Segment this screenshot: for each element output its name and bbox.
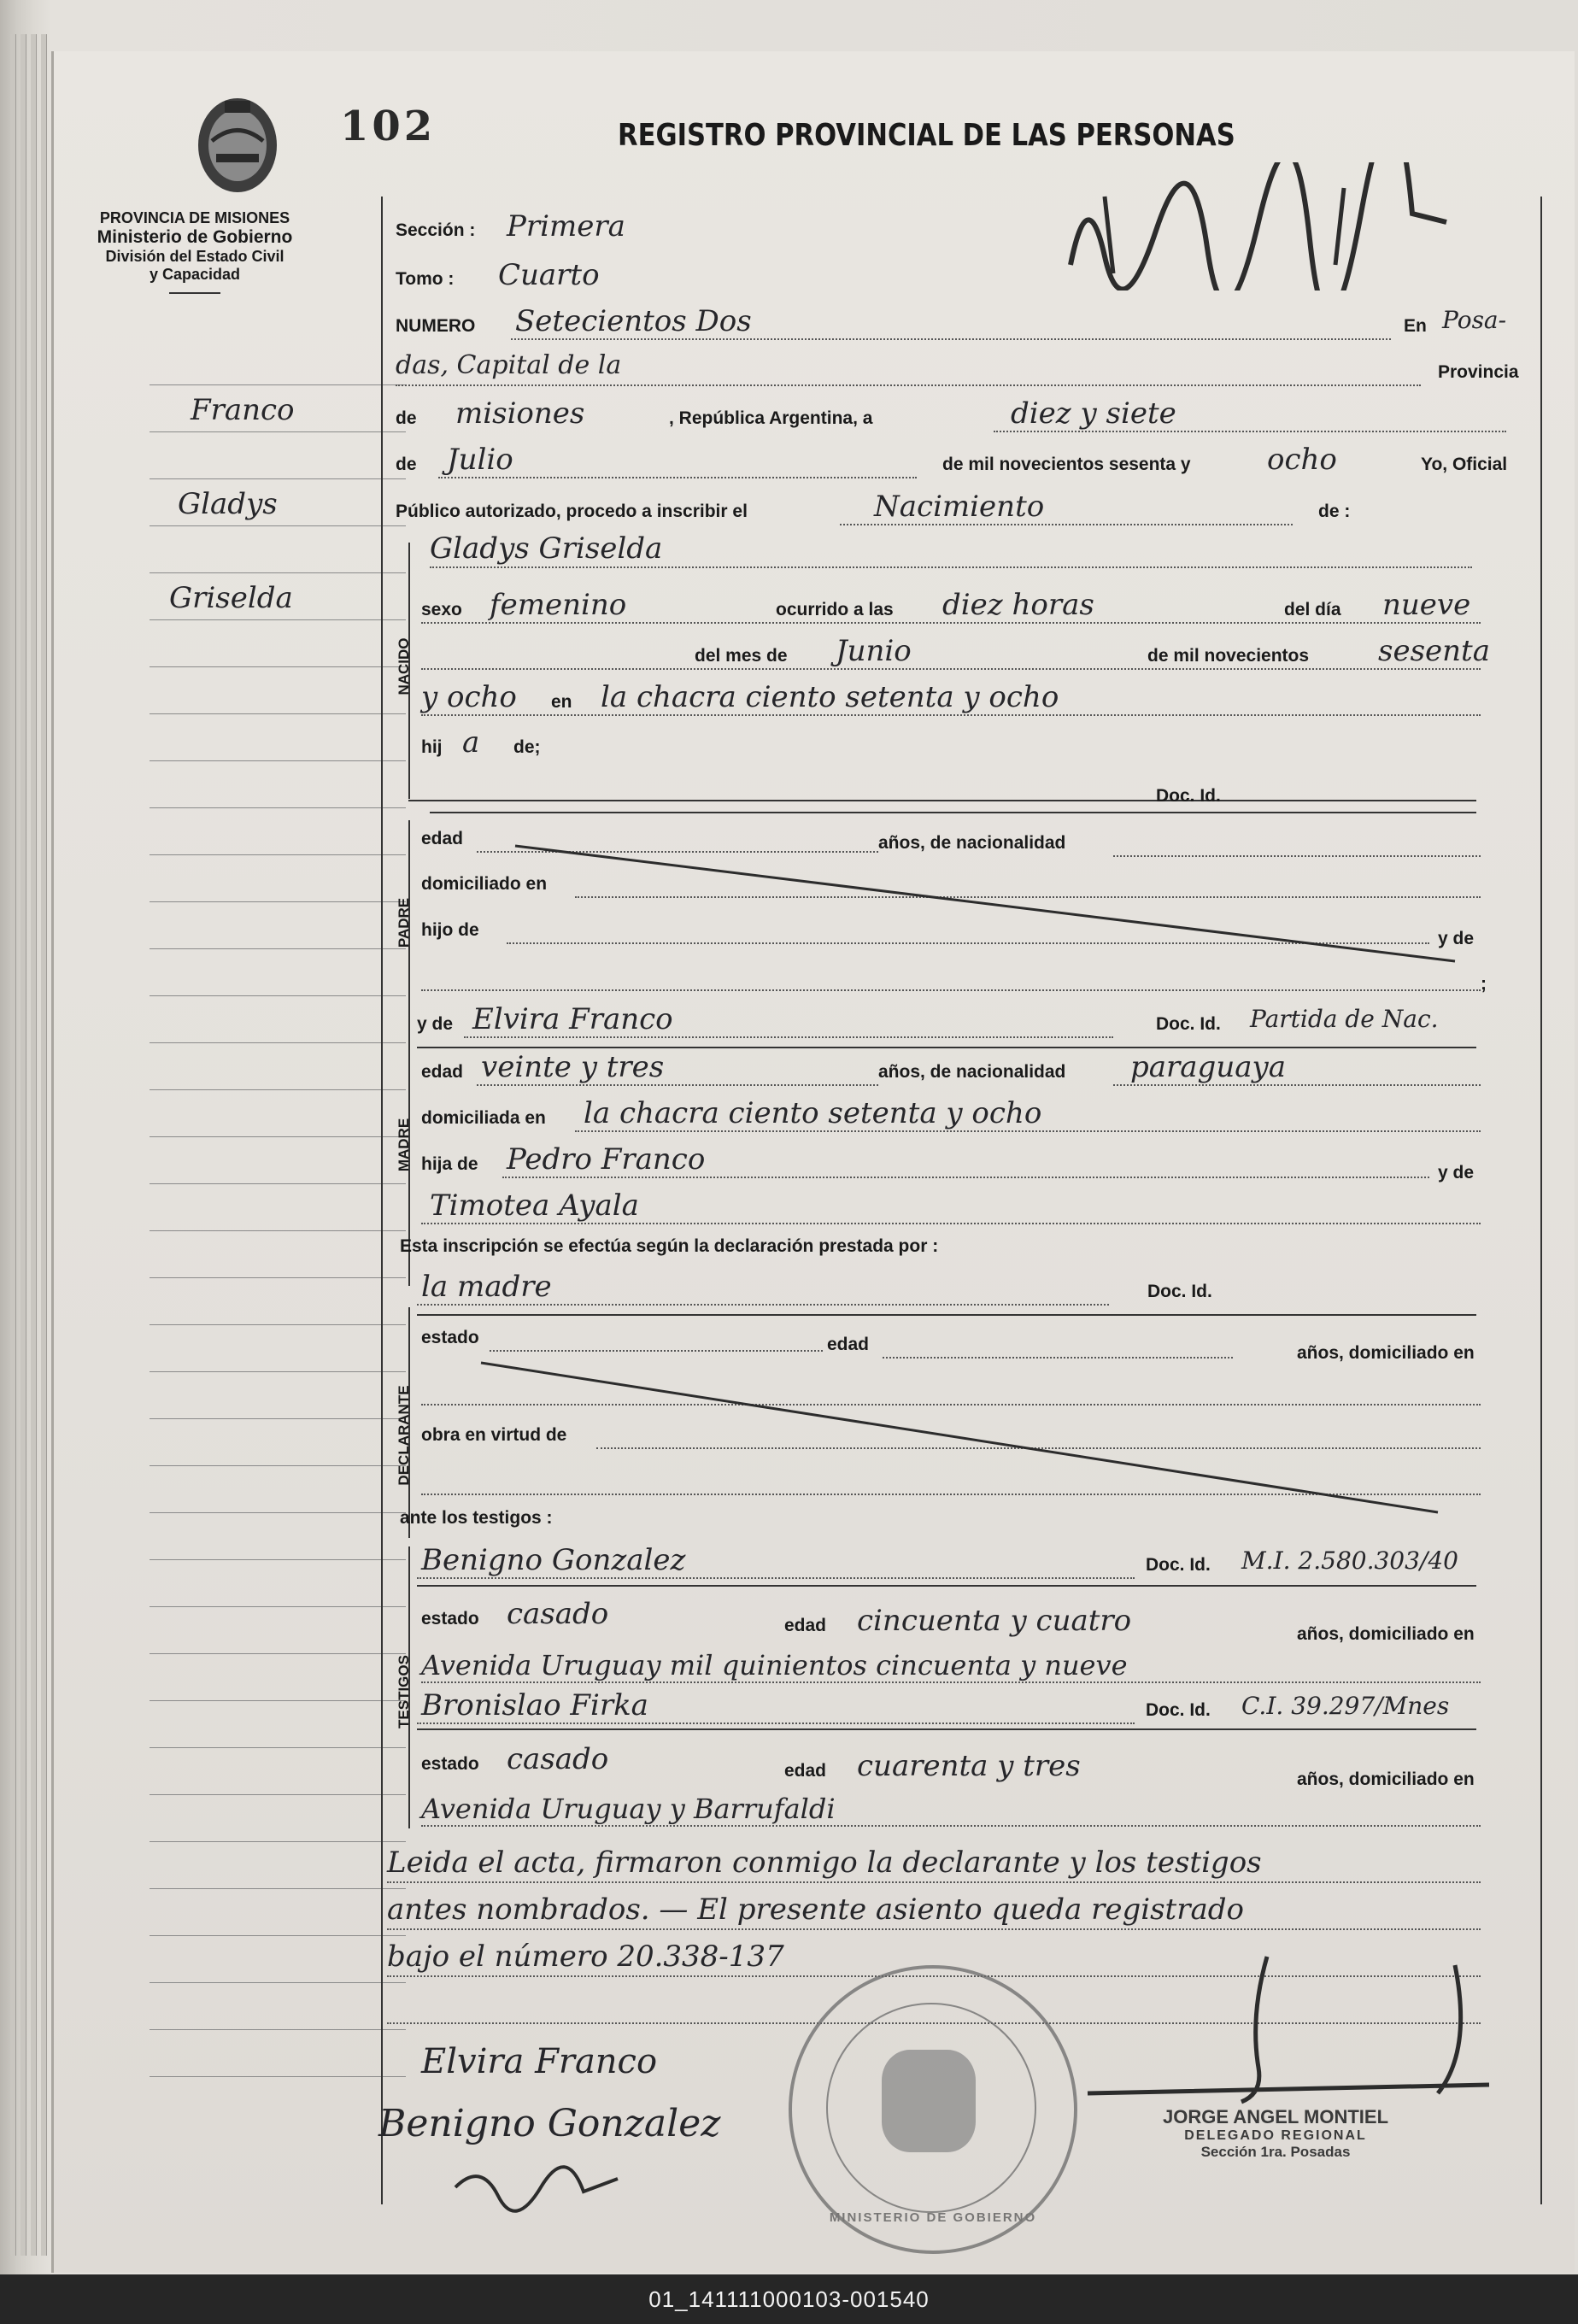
hij-label: hij	[421, 737, 443, 757]
madre-edad: veinte y tres	[481, 1050, 665, 1084]
republica-label: , República Argentina, a	[669, 408, 873, 428]
testigo2-edad: cuarenta y tres	[857, 1749, 1081, 1783]
declarante-estado-label: estado	[421, 1328, 479, 1347]
testigo2-signature	[447, 2153, 652, 2221]
testigo2-edad-label: edad	[784, 1761, 827, 1781]
anio-value: ocho	[1267, 443, 1337, 477]
right-border	[1540, 197, 1542, 2204]
register-page	[51, 51, 1575, 2273]
testigo2-estado-label: estado	[421, 1754, 479, 1774]
official-stamp	[789, 1965, 1077, 2254]
numero-value: Setecientos Dos	[515, 304, 752, 338]
en-value: Posa-	[1442, 306, 1507, 334]
declarante-doc-label: Doc. Id.	[1147, 1282, 1212, 1301]
testigo2-nombre: Bronislao Firka	[421, 1688, 648, 1722]
mes-label: del mes de	[695, 646, 788, 666]
provincia-value: misiones	[455, 396, 585, 431]
padre-domicilio-label: domiciliado en	[421, 874, 548, 894]
page-edge	[10, 34, 16, 2256]
mes-value: Julio	[447, 443, 513, 477]
official-seal	[1096, 2106, 1455, 2161]
ministry-name: Ministerio de Gobierno	[97, 227, 293, 247]
madre-yde2-label: y de	[1438, 1163, 1475, 1183]
padre-hijo-label: hijo de	[421, 920, 479, 940]
testigo1-doc-label: Doc. Id.	[1146, 1555, 1211, 1575]
image-id-footer: 01_141111000103-001540	[0, 2274, 1578, 2324]
testigo2-doc: C.I. 39.297/Mnes	[1241, 1692, 1450, 1720]
nacido-mes: Junio	[836, 634, 912, 668]
testigo1-estado: casado	[507, 1597, 609, 1631]
nacido-nombre: Gladys Griselda	[430, 531, 663, 566]
tomo-label: Tomo :	[396, 269, 455, 289]
yo-label: Yo, Oficial	[1421, 455, 1508, 474]
seccion-value: Primera	[507, 209, 625, 244]
province-name: PROVINCIA DE MISIONES	[99, 209, 290, 226]
margin-surname: Franco	[191, 393, 295, 427]
madre-nacionalidad: paraguaya	[1130, 1050, 1286, 1084]
madre-nacionalidad-label: años, de nacionalidad	[878, 1062, 1066, 1082]
de2-label: de	[396, 455, 417, 474]
closing-line-2: antes nombrados. — El presente asiento queda registrado	[387, 1893, 1244, 1927]
madre-doc-value: Partida de Nac.	[1250, 1005, 1439, 1033]
declarante-intro: Esta inscripción se efectúa según la declaración prestada por :	[400, 1236, 939, 1256]
nacido-en-label: en	[551, 692, 572, 712]
testigo1-signature: Benigno Gonzalez	[378, 2102, 721, 2145]
de-label: de	[396, 408, 417, 428]
closing-line-3: bajo el número 20.338-137	[387, 1940, 784, 1974]
padre-section-label: PADRE	[396, 897, 412, 948]
testigo1-edad: cincuenta y cuatro	[857, 1604, 1132, 1638]
testigos-section-label: TESTIGOS	[396, 1655, 412, 1728]
testigo1-estado-label: estado	[421, 1609, 479, 1629]
madre-section-label: MADRE	[396, 1118, 412, 1172]
madre-doc-label: Doc. Id.	[1156, 1014, 1221, 1034]
declarante-domicilio-label: años, domiciliado en	[1297, 1343, 1475, 1363]
hora-value: diez horas	[942, 588, 1094, 622]
city-value: das, Capital de la	[396, 350, 622, 380]
declarante-obra-label: obra en virtud de	[421, 1425, 567, 1445]
anio-label: de mil novecientos sesenta y	[942, 455, 1191, 474]
official-signature-top	[1053, 162, 1464, 290]
en-label: En	[1404, 316, 1427, 336]
sexo-label: sexo	[421, 600, 462, 619]
madre-hija-label: hija de	[421, 1154, 478, 1174]
testigos-intro: ante los testigos :	[400, 1508, 553, 1528]
madre-nombre: Elvira Franco	[472, 1002, 673, 1036]
declarante-signature: Elvira Franco	[421, 2042, 658, 2081]
padre-edad-label: edad	[421, 829, 464, 848]
padre-nacionalidad-label: años, de nacionalidad	[878, 833, 1066, 853]
ocurrido-label: ocurrido a las	[776, 600, 894, 619]
provincia-label: Provincia	[1438, 362, 1519, 382]
sexo-value: femenino	[490, 588, 627, 622]
padre-semicolon: ;	[1481, 974, 1487, 994]
hij-value: a	[462, 725, 480, 760]
official-office: Sección 1ra. Posadas	[1200, 2144, 1351, 2160]
testigo2-doc-label: Doc. Id.	[1146, 1700, 1211, 1720]
page-edge	[41, 34, 47, 2256]
hij-de-label: de;	[513, 737, 541, 757]
nacido-anio: sesenta	[1378, 634, 1490, 668]
madre-domicilio-label: domiciliada en	[421, 1108, 546, 1128]
declarante-cancel-line	[472, 1354, 1455, 1525]
page-number: 102	[340, 103, 437, 150]
madre-edad-label: edad	[421, 1062, 464, 1082]
testigo1-nombre: Benigno Gonzalez	[421, 1543, 686, 1577]
margin-divider	[381, 197, 383, 2204]
nacido-lugar: la chacra ciento setenta y ocho	[601, 680, 1059, 714]
testigo1-edad-label: edad	[784, 1616, 827, 1635]
madre-madre: Timotea Ayala	[430, 1188, 639, 1223]
official-name: JORGE ANGEL MONTIEL	[1162, 2106, 1389, 2127]
page-edge	[31, 34, 37, 2256]
de3-label: de :	[1318, 502, 1351, 521]
division-name: División del Estado Civil	[105, 248, 285, 265]
closing-line-1: Leida el acta, firmaron conmigo la declarante y los testigos	[387, 1846, 1262, 1880]
page-edge	[21, 34, 26, 2256]
madre-yde-label: y de	[417, 1014, 454, 1034]
testigo2-domicilio: Avenida Uruguay y Barrufaldi	[421, 1793, 836, 1825]
seccion-label: Sección :	[396, 220, 476, 240]
official-title: DELEGADO REGIONAL	[1184, 2128, 1367, 2143]
testigo1-doc: M.I. 2.580.303/40	[1241, 1546, 1458, 1575]
tomo-value: Cuarto	[498, 258, 600, 292]
madre-padre: Pedro Franco	[507, 1142, 706, 1177]
testigo2-estado: casado	[507, 1742, 609, 1776]
margin-second-name: Griselda	[169, 581, 293, 615]
stamp-text: MINISTERIO DE GOBIERNO	[829, 2210, 1037, 2225]
mil-label: de mil novecientos	[1147, 646, 1310, 666]
madre-domicilio: la chacra ciento setenta y ocho	[584, 1096, 1042, 1130]
padre-doc-label: Doc. Id.	[1156, 786, 1221, 806]
dia-value: diez y siete	[1011, 396, 1176, 431]
nacido-dia: nueve	[1382, 588, 1471, 622]
dia-label: del día	[1284, 600, 1341, 619]
acto-value: Nacimiento	[874, 490, 1045, 524]
testigo2-dom-label: años, domiciliado en	[1297, 1769, 1475, 1789]
numero-label: NUMERO	[396, 316, 476, 336]
division-name-2: y Capacidad	[149, 266, 241, 283]
publico-label: Público autorizado, procedo a inscribir el	[396, 502, 748, 521]
nacido-anio2: y ocho	[421, 680, 517, 714]
padre-cancel-line	[507, 837, 1475, 974]
testigo1-dom-label: años, domiciliado en	[1297, 1624, 1475, 1644]
declarante-valor: la madre	[421, 1270, 552, 1304]
declarante-edad-label: edad	[827, 1335, 870, 1354]
document-title: REGISTRO PROVINCIAL DE LAS PERSONAS	[618, 118, 1235, 153]
coat-of-arms-icon	[191, 94, 285, 197]
padre-yde-label: y de	[1438, 929, 1475, 948]
margin-first-name: Gladys	[178, 487, 278, 521]
declarante-section-label: DECLARANTE	[396, 1385, 412, 1486]
testigo1-domicilio: Avenida Uruguay mil quinientos cincuenta y nueve	[421, 1649, 1128, 1681]
issuing-authority	[79, 209, 310, 294]
nacido-section-label: NACIDO	[396, 637, 412, 695]
